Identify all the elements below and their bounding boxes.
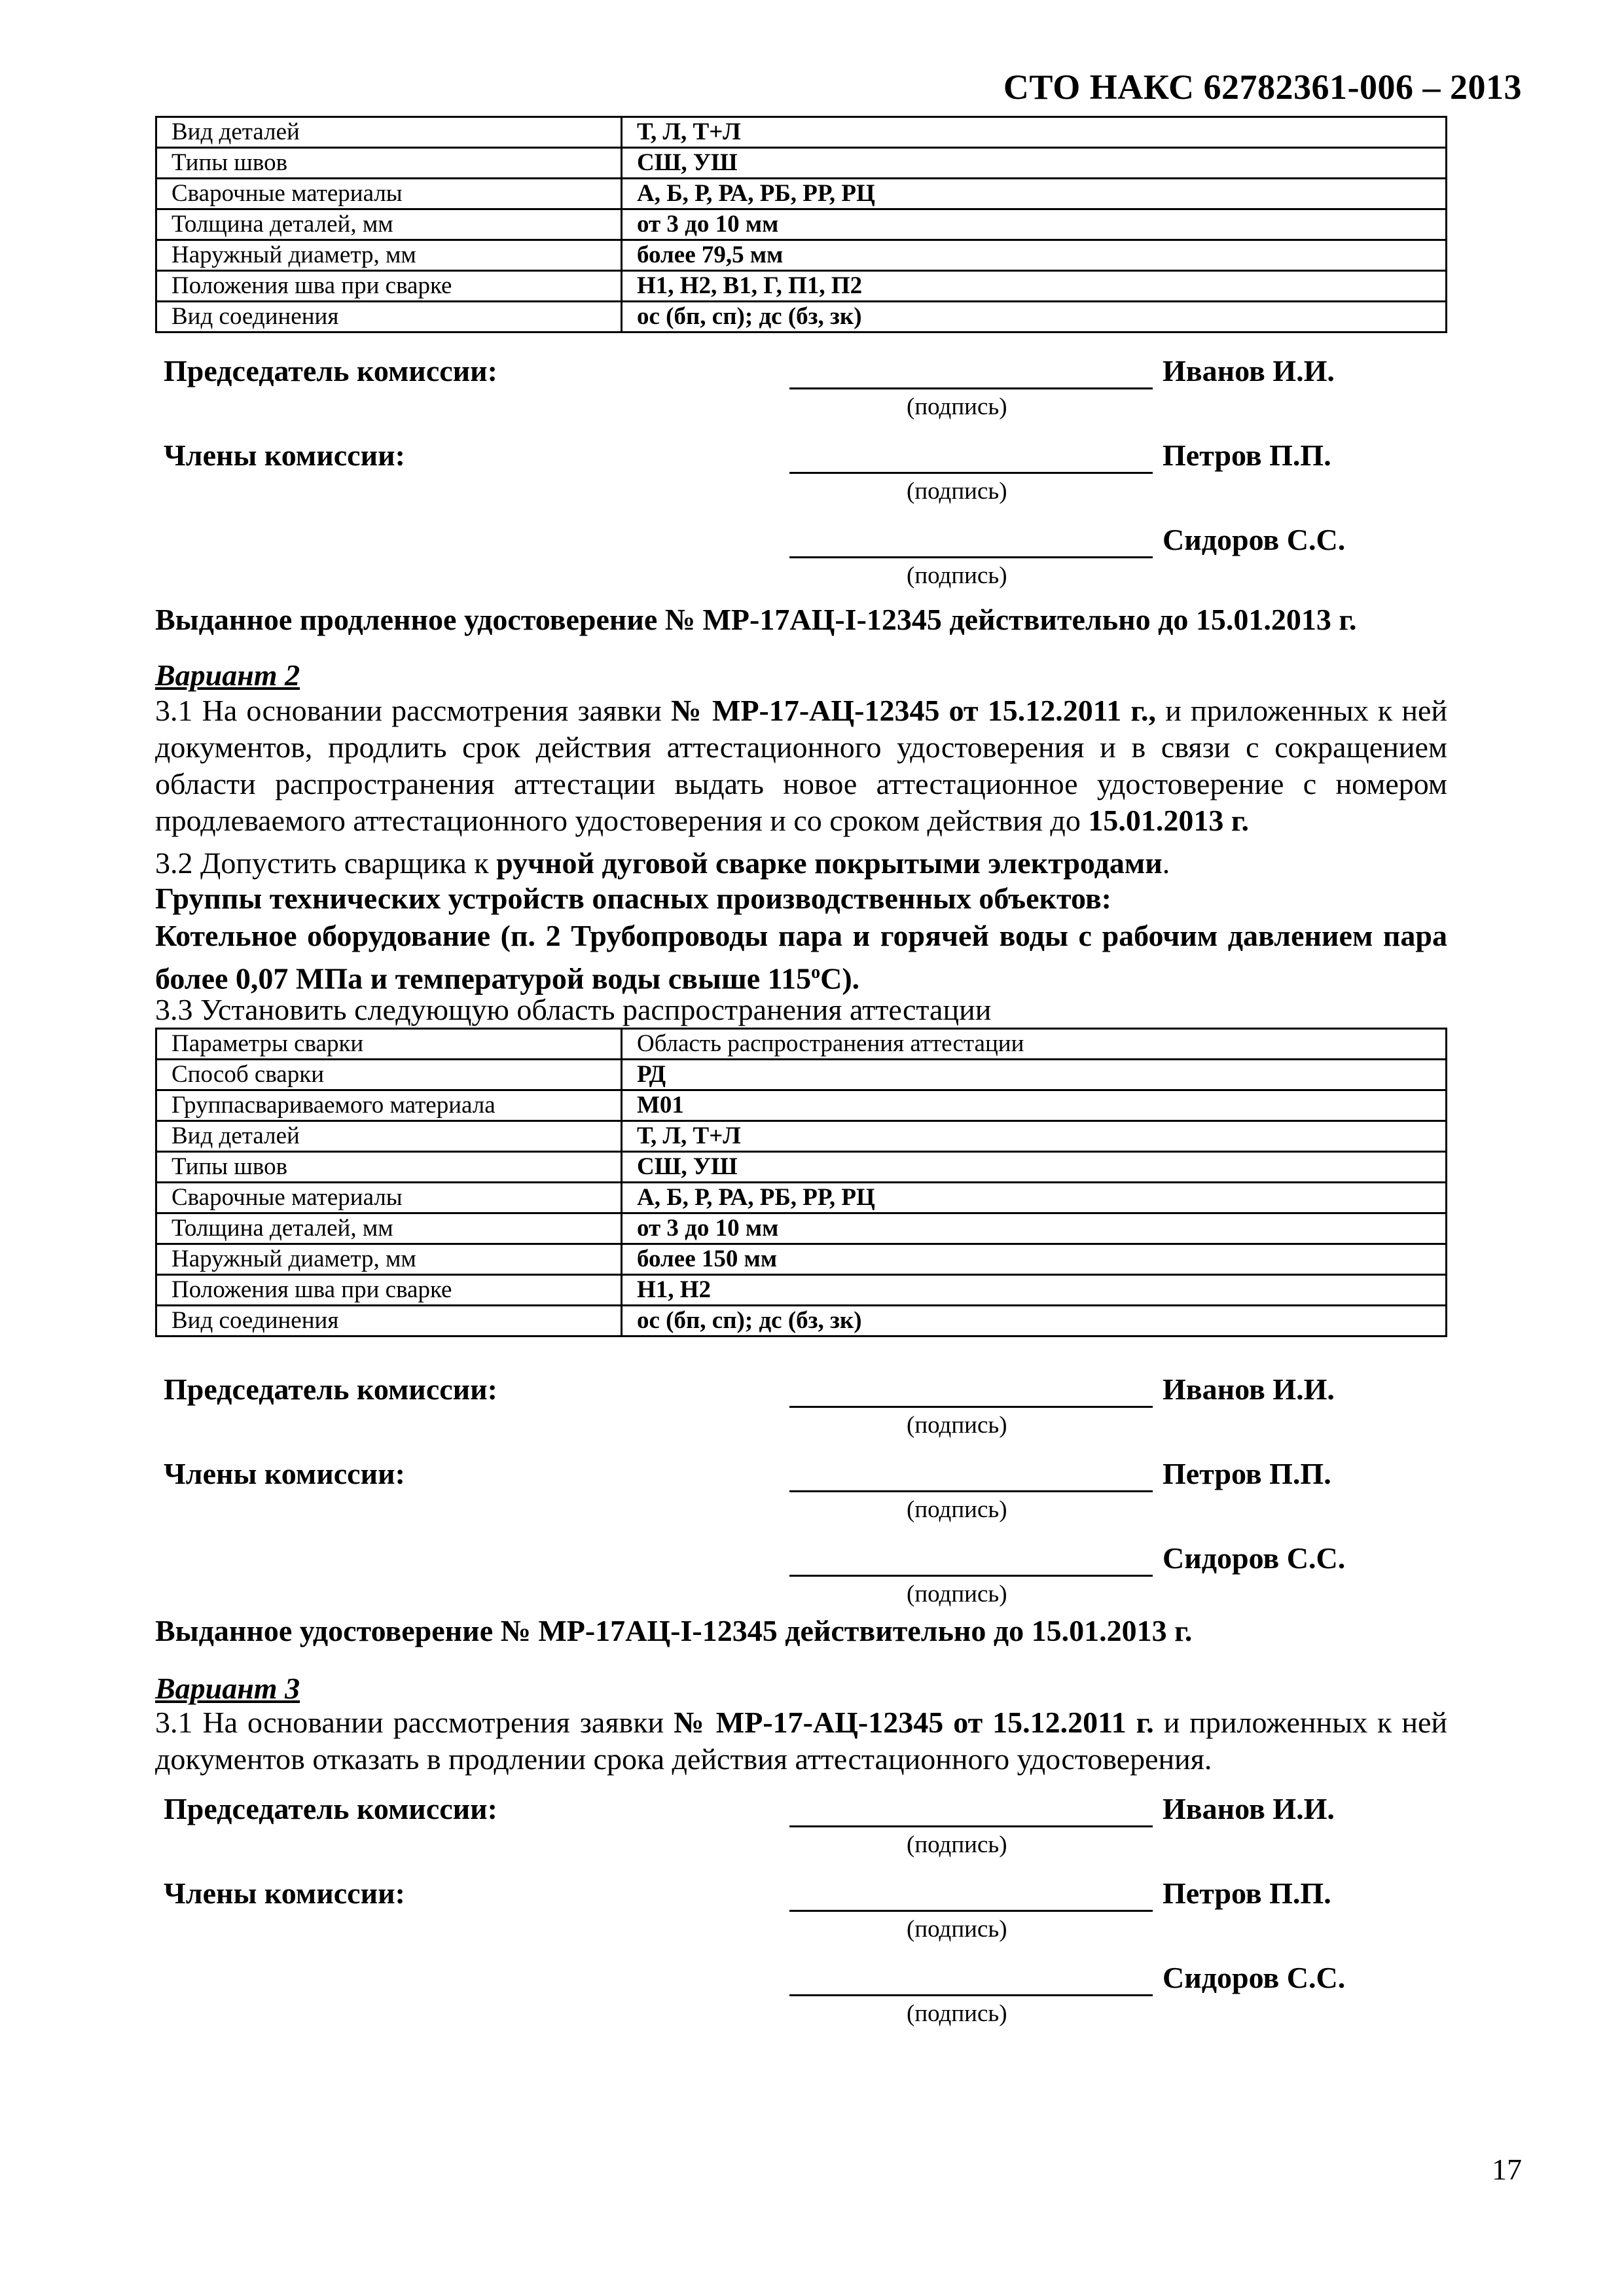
param-value: от 3 до 10 мм	[622, 1213, 1447, 1244]
variant2-title: Вариант 2	[155, 658, 300, 692]
page-number: 17	[1492, 2153, 1522, 2186]
paragraph-text: и приложенных к ней документов, продлить срок действия аттестационного удостоверения и в связи с сокращением области распространения аттестации выдать новое аттестационное удостоверение с номером продлеваемого аттестационного удостоверения и со сроком действия до	[155, 694, 1447, 837]
member-name: Петров П.П.	[1163, 1876, 1331, 1910]
signature-caption: (подпись)	[907, 1496, 1007, 1523]
column-header: Область распространения аттестации	[622, 1029, 1447, 1060]
signature-line	[789, 556, 1153, 558]
members-label: Члены комиссии:	[164, 1876, 405, 1910]
param-value: более 79,5 мм	[622, 240, 1447, 271]
signature-line	[789, 1910, 1153, 1912]
table-row	[156, 271, 1447, 302]
member-name: Сидоров С.С.	[1163, 523, 1346, 556]
param-name: Сварочные материалы	[156, 179, 622, 209]
paragraph-text: 3.1 На основании рассмотрения заявки	[155, 694, 672, 727]
table-row	[156, 179, 1447, 209]
param-name: Положения шва при сварке	[156, 271, 622, 302]
signature-caption: (подпись)	[907, 1581, 1007, 1607]
signature-caption: (подпись)	[907, 478, 1007, 505]
param-name: Вид соединения	[156, 302, 622, 332]
member-signature-row	[0, 522, 1624, 589]
variant1-result: Выданное продленное удостоверение № МР-17АЦ-I-12345 действительно до 15.01.2013 г.	[155, 603, 1357, 636]
column-header: Параметры сварки	[156, 1029, 622, 1060]
signature-caption: (подпись)	[907, 393, 1007, 420]
signature-caption: (подпись)	[907, 1412, 1007, 1439]
member-signature-row	[0, 1960, 1624, 2027]
paragraph-text: Котельное оборудование (п. 2 Трубопроводы пара и горячей воды с рабочим давлением пара более 0,07 МПа и температурой воды свыше 115	[155, 919, 1447, 996]
variant3-title: Вариант 3	[155, 1672, 300, 1705]
chairman-signature-row	[0, 1791, 1624, 1858]
table-header-row	[156, 1029, 1447, 1060]
signature-line	[789, 472, 1153, 474]
application-reference: № МР-17-АЦ-12345 от 15.12.2011 г.,	[671, 694, 1157, 727]
member-name: Сидоров С.С.	[1163, 1541, 1346, 1575]
signature-line	[789, 1825, 1153, 1827]
document-code: СТО НАКС 62782361-006 – 2013	[1003, 67, 1522, 107]
table-row	[156, 1183, 1447, 1213]
signature-caption: (подпись)	[907, 562, 1007, 589]
chairman-signature-row	[0, 353, 1624, 420]
chairman-label: Председатель комиссии:	[164, 354, 497, 387]
table-row	[156, 1152, 1447, 1183]
chairman-name: Иванов И.И.	[1163, 1792, 1335, 1825]
equipment-groups-text	[155, 918, 1447, 997]
param-value: Т, Л, Т+Л	[622, 117, 1447, 148]
paragraph-text: 3.1 На основании рассмотрения заявки	[155, 1706, 674, 1739]
equipment-groups-title: Группы технических устройств опасных производственных объектов:	[155, 882, 1111, 915]
table-row	[156, 1060, 1447, 1090]
variant2-result: Выданное удостоверение № МР-17АЦ-I-12345 действительно до 15.01.2013 г.	[155, 1614, 1193, 1647]
chairman-signature-row	[0, 1372, 1624, 1439]
paragraph-text: 3.2 Допустить сварщика к	[155, 846, 497, 880]
param-name: Наружный диаметр, мм	[156, 240, 622, 271]
variant2-paragraph-3-1	[155, 692, 1447, 839]
param-name: Наружный диаметр, мм	[156, 1244, 622, 1275]
param-value: Н1, Н2, В1, Г, П1, П2	[622, 271, 1447, 302]
table-row	[156, 1213, 1447, 1244]
chairman-name: Иванов И.И.	[1163, 354, 1335, 387]
param-name: Положения шва при сварке	[156, 1275, 622, 1306]
degree-superscript: о	[811, 962, 821, 982]
variant3-paragraph-3-1	[155, 1704, 1447, 1778]
validity-date: 15.01.2013 г.	[1088, 804, 1250, 837]
signature-line	[789, 1406, 1153, 1408]
param-value: СШ, УШ	[622, 148, 1447, 179]
table-row	[156, 302, 1447, 332]
table-row	[156, 209, 1447, 240]
paragraph-text: С).	[820, 961, 860, 996]
table-row	[156, 1275, 1447, 1306]
table-row	[156, 240, 1447, 271]
signature-line	[789, 1490, 1153, 1492]
members-label: Члены комиссии:	[164, 439, 405, 472]
param-name: Толщина деталей, мм	[156, 209, 622, 240]
params-table-2	[155, 1028, 1447, 1337]
param-value: ос (бп, сп); дс (бз, зк)	[622, 302, 1447, 332]
table-row	[156, 1306, 1447, 1336]
param-value: ос (бп, сп); дс (бз, зк)	[622, 1306, 1447, 1336]
param-name: Толщина деталей, мм	[156, 1213, 622, 1244]
param-value: А, Б, Р, РА, РБ, РР, РЦ	[622, 1183, 1447, 1213]
member-name: Петров П.П.	[1163, 439, 1331, 472]
signature-line	[789, 1575, 1153, 1577]
paragraph-text: и приложенных к ней документов отказать в продлении срока действия аттестационного удостоверения.	[155, 1706, 1447, 1776]
table-row	[156, 148, 1447, 179]
signature-line	[789, 1994, 1153, 1996]
param-value: Т, Л, Т+Л	[622, 1121, 1447, 1152]
param-name: Вид соединения	[156, 1306, 622, 1336]
signature-caption: (подпись)	[907, 1916, 1007, 1943]
params-table-1	[155, 116, 1447, 333]
table-row	[156, 1121, 1447, 1152]
chairman-label: Председатель комиссии:	[164, 1372, 497, 1406]
param-value: РД	[622, 1060, 1447, 1090]
signature-caption: (подпись)	[907, 2000, 1007, 2027]
welding-method: ручной дуговой сварке покрытыми электродами	[496, 846, 1163, 880]
param-value: Н1, Н2	[622, 1275, 1447, 1306]
application-reference: № МР-17-АЦ-12345 от 15.12.2011 г.	[674, 1706, 1154, 1739]
members-label: Члены комиссии:	[164, 1457, 405, 1490]
signature-caption: (подпись)	[907, 1831, 1007, 1858]
chairman-label: Председатель комиссии:	[164, 1792, 497, 1825]
variant2-paragraph-3-2	[155, 846, 1170, 880]
param-name: Сварочные материалы	[156, 1183, 622, 1213]
param-value: от 3 до 10 мм	[622, 209, 1447, 240]
param-name: Типы швов	[156, 1152, 622, 1183]
param-value: более 150 мм	[622, 1244, 1447, 1275]
member-signature-row	[0, 1541, 1624, 1607]
member-signature-row	[0, 1456, 1624, 1523]
table-row	[156, 1090, 1447, 1121]
table-row	[156, 1244, 1447, 1275]
param-name: Вид деталей	[156, 117, 622, 148]
chairman-name: Иванов И.И.	[1163, 1372, 1335, 1406]
table-row	[156, 117, 1447, 148]
signature-line	[789, 387, 1153, 389]
param-value: А, Б, Р, РА, РБ, РР, РЦ	[622, 179, 1447, 209]
param-value: М01	[622, 1090, 1447, 1121]
member-name: Петров П.П.	[1163, 1457, 1331, 1490]
paragraph-text: .	[1162, 846, 1170, 880]
member-name: Сидоров С.С.	[1163, 1961, 1346, 1994]
variant2-paragraph-3-3: 3.3 Установить следующую область распространения аттестации	[155, 993, 992, 1026]
param-name: Группасвариваемого материала	[156, 1090, 622, 1121]
param-name: Вид деталей	[156, 1121, 622, 1152]
param-name: Типы швов	[156, 148, 622, 179]
param-value: СШ, УШ	[622, 1152, 1447, 1183]
member-signature-row	[0, 438, 1624, 505]
member-signature-row	[0, 1876, 1624, 1943]
param-name: Способ сварки	[156, 1060, 622, 1090]
